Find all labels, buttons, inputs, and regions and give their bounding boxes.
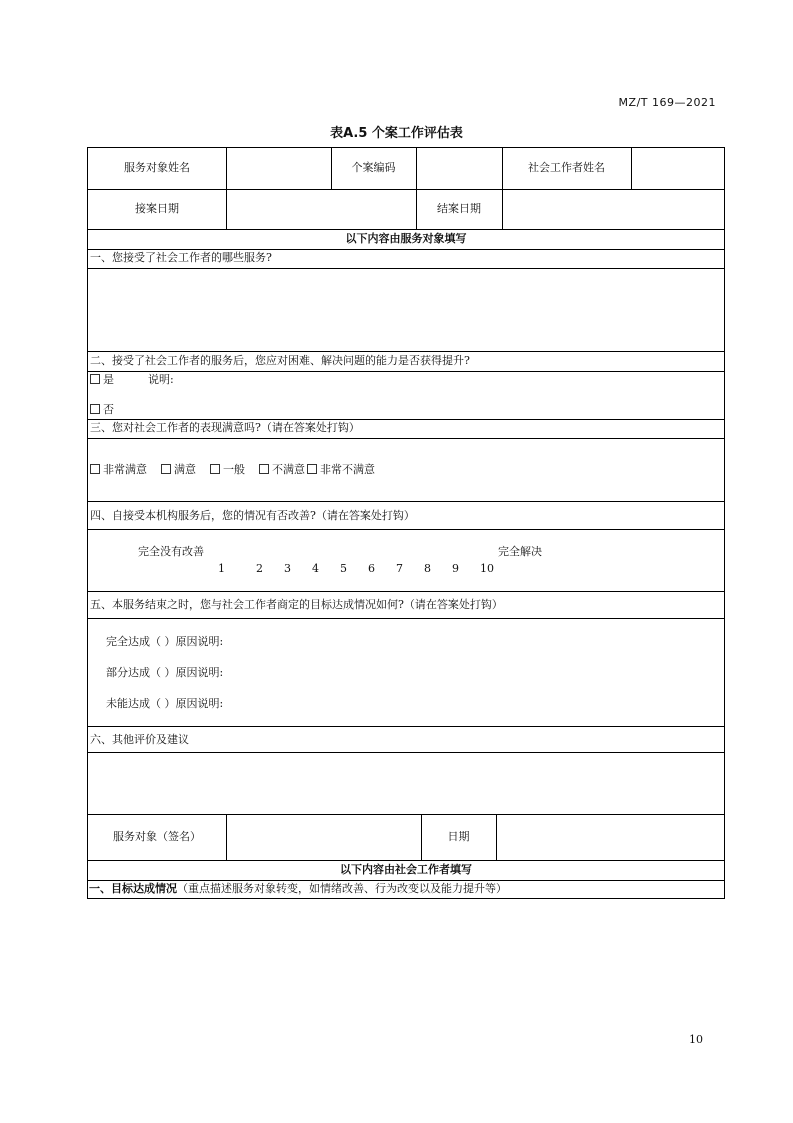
question-1-answer-area[interactable] (90, 270, 722, 350)
client-name-field[interactable] (228, 150, 330, 188)
checkbox-icon (259, 464, 269, 474)
scale-2[interactable]: 2 (256, 562, 263, 575)
client-signature-field[interactable] (228, 816, 420, 860)
scale-8[interactable]: 8 (424, 562, 431, 575)
question-6: 六、其他评价及建议 (90, 733, 189, 746)
worker-item-1: 一、目标达成情况（重点描述服务对象转变，如情绪改善、行为改变以及能力提升等） (89, 882, 507, 895)
client-name-label: 服务对象姓名 (124, 161, 190, 174)
client-section-title: 以下内容由服务对象填写 (345, 232, 467, 245)
q2-no-option[interactable]: 否 (90, 403, 114, 417)
q3-option-very-satisfied[interactable]: 非常满意 (90, 463, 147, 477)
q2-explain-label: 说明: (148, 373, 174, 386)
intake-date-field[interactable] (228, 191, 415, 229)
question-3: 三、您对社会工作者的表现满意吗?（请在答案处打钩） (90, 421, 360, 434)
scale-10[interactable]: 10 (480, 562, 494, 575)
q3-option-satisfied[interactable]: 满意 (161, 463, 196, 477)
question-4: 四、自接受本机构服务后，您的情况有否改善?（请在答案处打钩） (90, 509, 415, 522)
question-6-answer-area[interactable] (90, 754, 722, 814)
scale-6[interactable]: 6 (368, 562, 375, 575)
q5-option-fully-achieved[interactable]: 完全达成（ ）原因说明: (106, 635, 224, 648)
q3-options (90, 463, 389, 477)
q5-option-partially-achieved[interactable]: 部分达成（ ）原因说明: (106, 666, 224, 679)
document-code: MZ/T 169—2021 (618, 96, 716, 109)
scale-left-label: 完全没有改善 (138, 545, 204, 558)
question-1: 一、您接受了社会工作者的哪些服务? (90, 251, 272, 264)
checkbox-icon (90, 374, 100, 384)
close-date-field[interactable] (504, 191, 723, 229)
question-5: 五、本服务结束之时，您与社会工作者商定的目标达成情况如何?（请在答案处打钩） (90, 598, 503, 611)
worker-name-field[interactable] (633, 150, 723, 188)
checkbox-icon (90, 464, 100, 474)
q2-yes-option[interactable]: 是 (90, 373, 114, 387)
scale-5[interactable]: 5 (340, 562, 347, 575)
q5-option-not-achieved[interactable]: 未能达成（ ）原因说明: (106, 697, 224, 710)
sign-date-label: 日期 (447, 830, 470, 843)
scale-3[interactable]: 3 (284, 562, 291, 575)
worker-section-title: 以下内容由社会工作者填写 (340, 863, 472, 876)
close-date-label: 结案日期 (437, 202, 481, 215)
checkbox-icon (161, 464, 171, 474)
checkbox-icon (307, 464, 317, 474)
case-no-label: 个案编码 (351, 161, 396, 174)
sign-date-field[interactable] (498, 816, 723, 860)
intake-date-label: 接案日期 (135, 202, 179, 215)
evaluation-form-table (87, 147, 725, 899)
question-2: 二、接受了社会工作者的服务后，您应对困难、解决问题的能力是否获得提升? (90, 354, 470, 367)
checkbox-icon (90, 404, 100, 414)
scale-4[interactable]: 4 (312, 562, 319, 575)
scale-1[interactable]: 1 (218, 562, 225, 575)
q3-option-dissatisfied[interactable]: 不满意 (259, 463, 305, 477)
checkbox-icon (210, 464, 220, 474)
form-title: 表A.5 个案工作评估表 (330, 126, 463, 141)
page-number: 10 (689, 1033, 703, 1046)
q3-option-very-dissatisfied[interactable]: 非常不满意 (307, 463, 375, 477)
worker-name-label: 社会工作者姓名 (528, 161, 605, 174)
scale-7[interactable]: 7 (396, 562, 403, 575)
case-no-field[interactable] (418, 150, 501, 188)
scale-9[interactable]: 9 (452, 562, 459, 575)
scale-right-label: 完全解决 (498, 545, 542, 558)
client-signature-label: 服务对象（签名） (113, 830, 201, 843)
q3-option-neutral[interactable]: 一般 (210, 463, 245, 477)
